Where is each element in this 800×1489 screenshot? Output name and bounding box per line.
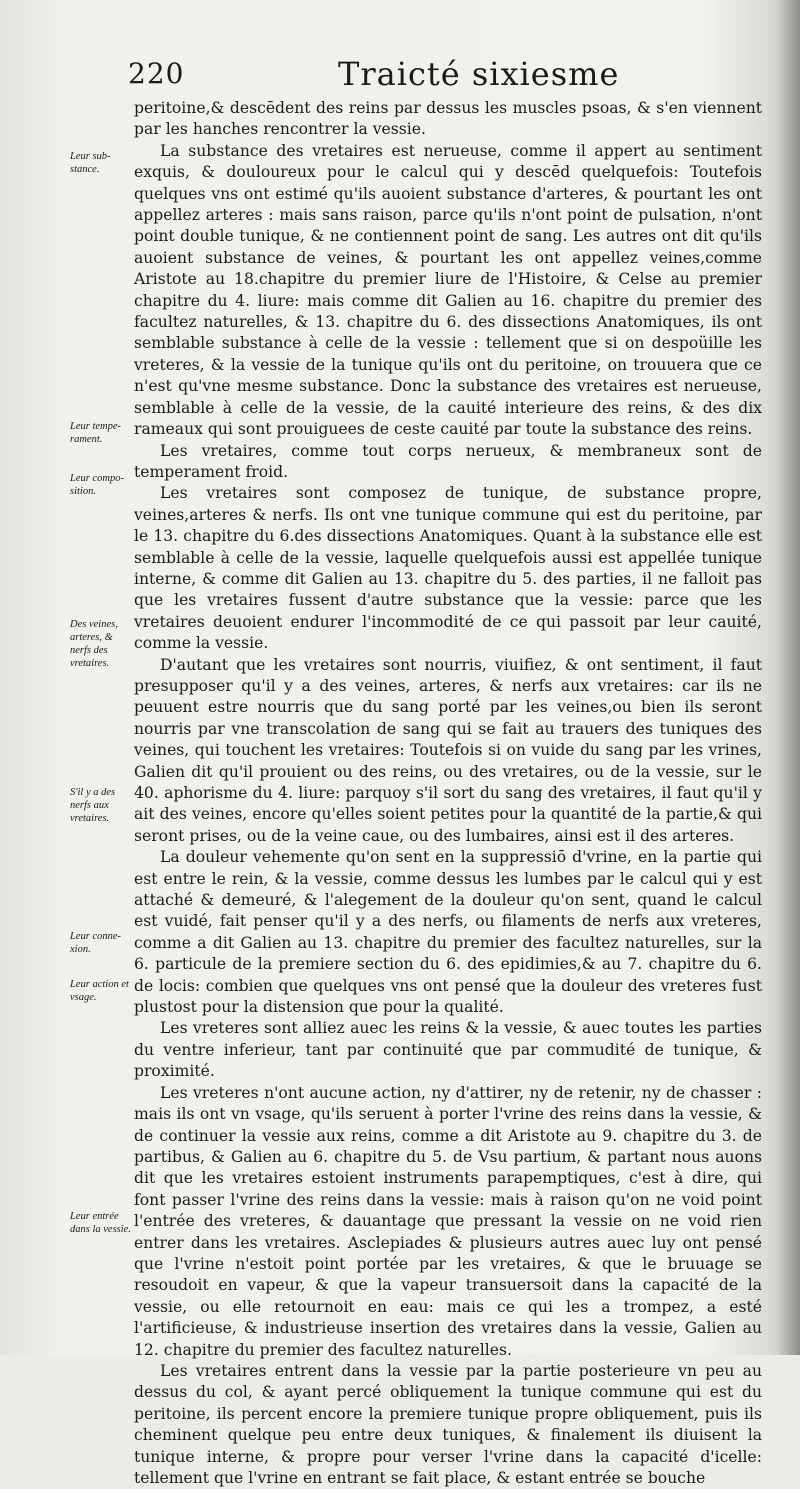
paragraph: Les vreteres sont alliez auec les reins & la vessie, & auec toutes les parties du ventre inferieur, tant par continuité que par commudité de tunique, & proximité. xyxy=(134,1019,762,1081)
paragraph: peritoine,& descēdent des reins par dessus les muscles psoas, & s'en viennent par les hanches rencontrer la vessie. xyxy=(134,99,762,139)
paragraph: Les vretaires, comme tout corps nerueux, & membraneux sont de temperament froid. xyxy=(134,441,762,481)
paragraph: La substance des vretaires est nerueuse, comme il appert au sentiment exquis, & douloureux pour le calcul qui y descēd quelquefois: Toutefois quelques vns ont estimé qu'ils auoient substance d'arteres, & pourtant les ont appellez arteres : mais sans raison, parce qu'ils n'ont point de pulsation, n'ont point double tunique, & ne contiennent point de sang. Les autres ont dit qu'ils auoient substance de veines, & pourtant les ont appellez veines,comme Aristote au 18.chapitre du premier liure de l'Histoire, & Celse au premier chapitre du 4. liure: mais comme dit Galien au 16. chapitre du premier des facultez naturelles, & 13. chapitre du 6. des dissections Anatomiques, ils ont semblable substance à celle de la vessie : tellement que si on despoüille les vreteres, & la vessie de la tunique qu'ils ont du peritoine, on trouuera que ce n'est qu'vne mesme substance. Donc la substance des vretaires est nerueuse, semblable à celle de la vessie, de la cauité interieure des reins, & des dix rameaux qui sont prouiguees de ceste cauité par toute la substance des reins. xyxy=(134,141,762,439)
page-number: 220 xyxy=(128,57,185,90)
margin-note-connexion: Leur conne-xion. xyxy=(70,931,122,955)
running-title: Traicté sixiesme xyxy=(338,55,620,93)
paragraph: Les vretaires sont composez de tunique, de substance propre, veines,arteres & nerfs. Ils ont vne tunique commune qui est du peritoine, par le 13. chapitre du 6.des dissections Anatomiques. Quant à la substance elle est semblable à celle de la vessie, laquelle quelquefois aussi est appellée tunique interne, & comme dit Galien au 13. chapitre du 5. des parties, il ne falloit pas que les vretaires fussent d'autre substance que la vessie: parce que les vretaires deuoient endurer l'incommodité de ce qui passoit par leur cauité, comme la vessie. xyxy=(134,484,762,653)
page-header xyxy=(128,55,768,99)
paragraph: Les vreteres n'ont aucune action, ny d'attirer, ny de retenir, ny de chasser : mais ils ont vn vsage, qu'ils seruent à porter l'vrine des reins dans la vessie, & de continuer la vessie aux reins, comme a dit Aristote au 9. chapitre du 3. de partibus, & Galien au 6. chapitre du 5. de Vsu partium, & partant nous auons dit que les vretaires estoient instruments parapemptiques, c'est à dire, qui font passer l'vrine des reins dans la vessie: mais à raison qu'on ne void point l'entrée des vreteres, & dauantage que pressant la vessie on ne void rien entrer dans les vretaires. Asclepiades & plusieurs autres auec luy ont pensé que l'vrine n'estoit point portée par les vretaires, & que le bruuage se resoudoit en vapeur, & que la vapeur transuersoit dans la capacité de la vessie, ou elle retournoit en eau: mais ce qui les a trompez, a esté l'artificieuse, & industrieuse insertion des vretaires dans la vessie, Galien au 12. chapitre du premier des facultez naturelles. xyxy=(134,1083,762,1359)
margin-note-veines: Des veines, arteres, & nerfs des vretaires. xyxy=(70,619,118,669)
margin-note-entree: Leur entrée dans la vessie. xyxy=(70,1211,131,1235)
paragraph: Les vretaires entrent dans la vessie par la partie posterieure vn peu au dessus du col, & ayant percé obliquement la tunique commune qui est du peritoine, ils percent encore la premiere tunique propre obliquement, puis ils cheminent quelque peu entre deux tuniques, & finalement ils diuisent la tunique interne, & propre pour verser l'vrine dans la capacité d'icelle: tellement que l'vrine en entrant se fait place, & estant entrée se bouche xyxy=(134,1361,762,1487)
margin-note-nerfs: S'il y a des nerfs aux vretaires. xyxy=(70,787,116,824)
paragraph: D'autant que les vretaires sont nourris, viuifiez, & ont sentiment, il faut presupposer qu'il y a des veines, arteres, & nerfs aux vretaires: car ils ne peuuent estre nourris que du sang porté par les veines,ou bien ils seront nourris par vne transcolation de sang qui se fait au trauers des tuniques des veines, qui touchent les vretaires: Toutefois si on vuide du sang par les vrines, Galien dit qu'il prouient ou des reins, ou des vretaires, ou de la vessie, sur le 40. aphorisme du 4. liure: parquoy s'il sort du sang des vretaires, il faut qu'il y ait des veines, encore qu'elles soient petites pour la quantité de la partie,& qui seront prises, ou de la veine caue, ou des lumbaires, ainsi est il des arteres. xyxy=(134,655,762,845)
body-text xyxy=(134,98,762,1489)
margin-note-action: Leur action et vsage. xyxy=(70,979,129,1003)
paragraph: La douleur vehemente qu'on sent en la suppressiō d'vrine, en la partie qui est entre le rein, & la vessie, comme dessus les lumbes par le calcul qui y est attaché & demeuré, & l'alegement de la douleur qu'on sent, quand le calcul est vuidé, fait penser qu'il y a des nerfs, ou filaments de nerfs aux vreteres, comme a dit Galien au 13. chapitre du premier des facultez naturelles, sur la 6. particule de la premiere section du 6. des epidimies,& au 7. chapitre du 6. de locis: combien que quelques vns ont pensé que la douleur des vreteres fust plustost pour la distension que pour la qualité. xyxy=(134,848,762,1017)
page-edge xyxy=(778,0,800,1355)
margin-note-substance: Leur sub-stance. xyxy=(70,151,111,175)
margin-note-temperament: Leur tempe-rament. xyxy=(70,421,122,445)
margin-note-composition: Leur compo-sition. xyxy=(70,473,124,497)
